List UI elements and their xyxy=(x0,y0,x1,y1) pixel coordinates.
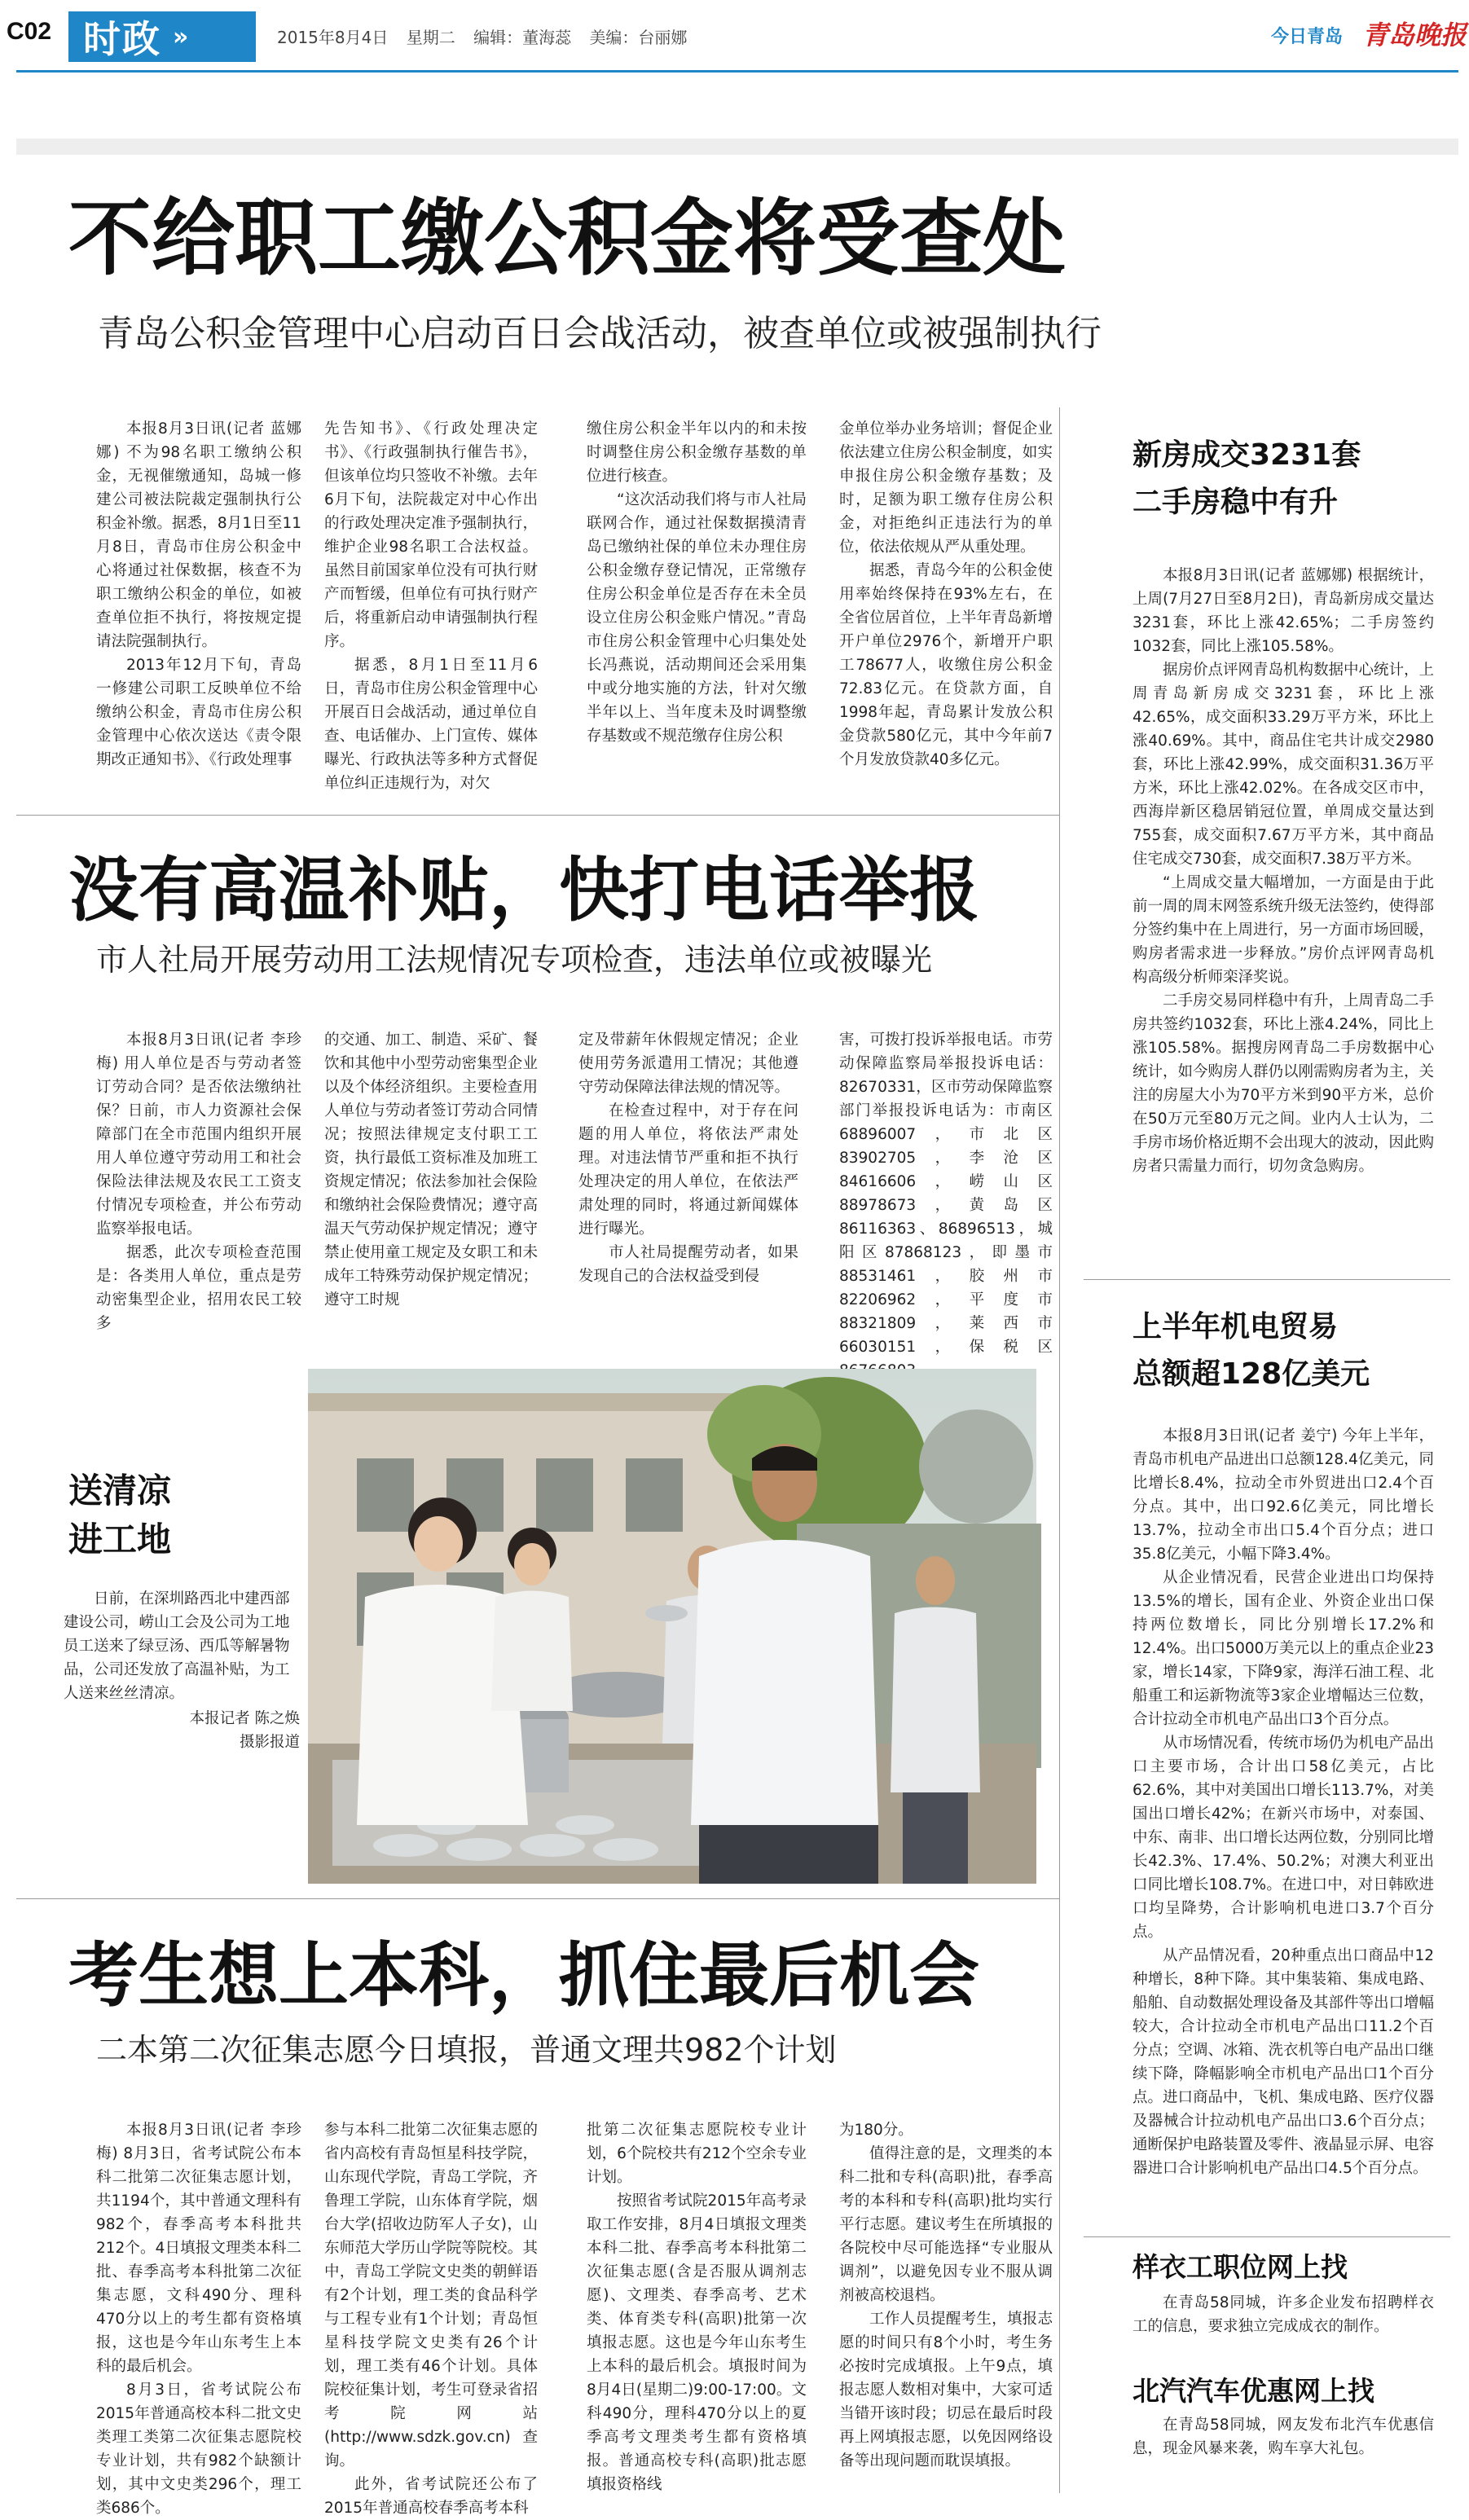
article-2-col-4 xyxy=(839,1028,1053,1362)
paragraph: 据悉，8月1日至11月6日，青岛市住房公积金管理中心开展百日会战活动，通过单位自查、电话催办、上门宣传、媒体曝光、行政执法等多种方式督促单位纠正违规行为，对欠 xyxy=(324,657,538,792)
decorative-band xyxy=(16,139,1458,155)
side-article-1-body xyxy=(1133,564,1434,1313)
news-photo-image xyxy=(308,1369,1036,1884)
editor-credit: 编辑：董海蕊 xyxy=(473,28,572,47)
paragraph: 据房价点评网青岛机构数据中心统计，上周青岛新房成交3231套，环比上涨42.65%，成交面积33.29万平方米，环比上涨40.69%。其中，商品住宅共计成交2980套，环比上涨42.99%，成交面积31.36万平方米，环比上涨42.02%。在各成交区市中，西海岸新区稳居销冠位置，单周成交量达到755套，成交面积7.67万平方米，其中商品住宅成交730套，成交面积7.38万平方米。 xyxy=(1133,662,1435,868)
article-1-subheadline: 青岛公积金管理中心启动百日会战活动，被查单位或被强制执行 xyxy=(98,313,1102,354)
news-photo xyxy=(308,1369,1036,1884)
paragraph: 本报8月3日讯(记者 李珍梅) 用人单位是否与劳动者签订劳动合同？是否依法缴纳社保？日前，市人力资源社会保障部门在全市范围内组织开展用人单位遵守劳动用工和社会保险法律法规及农民工工资支付情况专项检查，并公布劳动监察举报电话。 xyxy=(96,1031,301,1238)
column-tag: 今日青岛 xyxy=(1271,27,1344,47)
divider xyxy=(16,1898,1059,1899)
paragraph: 定及带薪年休假规定情况；企业使用劳务派遣用工情况；其他遵守劳动保障法律法规的情况等。 xyxy=(578,1031,798,1096)
credit-line: 摄影报道 xyxy=(239,1734,300,1751)
paragraph: 从产品情况看，20种重点出口商品中12种增长，8种下降。其中集装箱、集成电路、船舶、自动数据处理设备及其部件等出口增幅较大，合计拉动全市机电产品出口11.2个百分点；空调、冰箱、洗衣机等白电产品出口继续下降，降幅影响全市机电产品出口1个百分点。进口商品中，飞机、集成电路、医疗仪器及器械合计拉动机电产品出口3.6个百分点；通断保护电路装置及零件、液晶显示屏、电容器进口合计影响机电产品出口4.5个百分点。 xyxy=(1133,1947,1435,2177)
paragraph: 本报8月3日讯(记者 李珍梅) 8月3日，省考试院公布本科二批第二次征集志愿计划，共1194个，其中普通文理科有982个，春季高考本科批共212个。4日填报文理类本科二批、春季高考本科批第二次征集志愿，文科490分、理科470分以上的考生都有资格填报，这也是今年山东考生上本科的最后机会。 xyxy=(96,2122,301,2375)
headline-line: 上半年机电贸易 xyxy=(1133,1310,1339,1344)
paragraph: “这次活动我们将与市人社局联网合作，通过社保数据摸清青岛已缴纳社保的单位未办理住房公积金缴存登记情况，正常缴存住房公积金单位是否存在未全员设立住房公积金账户情况。”青岛市住房公积金管理中心归集处处长冯燕说，活动期间还会采用集中或分地实施的方法，针对欠缴半年以上、当年度未及时调整缴存基数或不规范缴存住房公积 xyxy=(587,491,807,745)
article-3-col-4 xyxy=(839,2118,1053,2493)
side-article-4-body xyxy=(1133,2413,1434,2495)
divider xyxy=(16,815,1059,816)
side-article-2-headline xyxy=(1133,1304,1370,1398)
page-number: C02 xyxy=(7,18,52,45)
paragraph: 的交通、加工、制造、采矿、餐饮和其他中小型劳动密集型企业以及个体经济组织。主要检查用人单位与劳动者签订劳动合同情况；按照法律规定支付职工工资，执行最低工资标准及加班工资规定情况；依法参加社会保险和缴纳社会保险费情况；遵守高温天气劳动保护规定情况；遵守禁止使用童工规定及女职工和未成年工特殊劳动保护规定情况；遵守工时规 xyxy=(324,1031,538,1308)
paragraph: 本报8月3日讯(记者 姜宁) 今年上半年，青岛市机电产品进出口总额128.4亿美元，同比增长8.4%，拉动全市外贸进出口2.4个百分点。其中，出口92.6亿美元，同比增长13.7%，拉动全市出口5.4个百分点；进口35.8亿美元，小幅下降3.4%。 xyxy=(1133,1427,1434,1563)
article-3-col-1 xyxy=(96,2118,301,2517)
column-divider xyxy=(1059,407,1060,2493)
paragraph: 8月3日，省考试院公布2015年普通高校本科二批文史类理工类第二次征集志愿院校专业计划，共有982个缺额计划，其中文史类296个，理工类686个。 xyxy=(96,2381,301,2517)
photo-credit xyxy=(64,1707,300,1754)
paragraph: 害，可拨打投诉举报电话。市劳动保障监察局举报投诉电话：82670331，区市劳动保障监察部门举报投诉电话为：市南区68896007，市北区83902705，李沧区84616606，崂山区88978673，黄岛区86116363、86896513，城阳区87868123，即墨市88531461，胶州市82206962，平度市88321809，莱西市66030151，保税区 xyxy=(839,1031,1053,1356)
paragraph: 据悉，此次专项检查范围是：各类用人单位，重点是劳动密集型企业，招用农民工较多 xyxy=(96,1244,301,1332)
side-article-3-body xyxy=(1133,2291,1434,2364)
paragraph: 在青岛58同城，许多企业发布招聘样衣工的信息，要求独立完成成衣的制作。 xyxy=(1133,2294,1434,2335)
side-article-3-headline: 样衣工职位网上找 xyxy=(1133,2251,1348,2283)
article-3-col-2 xyxy=(324,2118,538,2517)
paragraph: 二手房交易同样稳中有升，上周青岛二手房共签约1032套，环比上涨4.24%，同比上涨105.58%。据搜房网青岛二手房数据中心统计，如今购房人群仍以刚需购房者为主，关注的房屋大小为70平方米到90平方米，总价在50万元至80万元之间。业内人士认为，二手房市场价格近期不会出现大的波动，因此购房者只需量力而行，切勿贪急购房。 xyxy=(1133,992,1435,1175)
article-2-col-3 xyxy=(578,1028,798,1362)
article-2-col-1 xyxy=(96,1028,301,1362)
newspaper-logo: 青岛晚报 xyxy=(1362,20,1467,51)
paragraph: 从市场情况看，传统市场仍为机电产品出口主要市场，合计出口58亿美元，占比62.6%，其中对美国出口增长113.7%，对美国出口增长42%；在新兴市场中，对泰国、中东、南非、出口增长达两位数，分别同比增长42.3%、17.4%、50.2%；对澳大利亚出口同比增长108.7%。在进口中，对日韩欧进口均呈降势，合计影响机电进口3.7个百分点。 xyxy=(1133,1735,1435,1941)
article-2-subheadline: 市人社局开展劳动用工法规情况专项检查，违法单位或被曝光 xyxy=(96,942,933,978)
issue-weekday: 星期二 xyxy=(406,28,455,47)
header-rule xyxy=(16,70,1458,73)
article-3-col-3 xyxy=(587,2118,807,2493)
divider xyxy=(1084,2236,1450,2237)
paragraph: 从企业情况看，民营企业进出口均保持13.5%的增长，国有企业、外资企业出口保持两位数增长，同比分别增长17.2%和12.4%。出口5000万美元以上的重点企业23家，增长14家，下降9家，海洋石油工程、北船重工和运新物流等3家企业增幅达三位数，合计拉动全市机电产品出口3个百分点。 xyxy=(1133,1569,1434,1728)
divider xyxy=(1084,1279,1450,1280)
paragraph: 本报8月3日讯(记者 蓝娜娜) 根据统计，上周(7月27日至8月2日)，青岛新房成交量达3231套，环比上涨42.65%；二手房签约1032套，同比上涨105.58%。 xyxy=(1133,567,1434,655)
issue-date: 2015年8月4日 xyxy=(277,28,389,47)
issue-meta xyxy=(277,24,700,48)
paragraph: 在检查过程中，对于存在问题的用人单位，将依法严肃处理。对违法情节严重和拒不执行处理决定的用人单位，在依法严肃处理的同时，将通过新闻媒体进行曝光。 xyxy=(578,1102,798,1238)
photo-caption-title xyxy=(68,1467,171,1564)
paragraph: 工作人员提醒考生，填报志愿的时间只有8个小时，考生务必按时完成填报。上午9点，填报志愿人数相对集中，大家可适当错开该时段；切忌在最后时段再上网填报志愿，以免因网络设备等出现问题而耽误填报。 xyxy=(839,2311,1053,2469)
paragraph: 批第二次征集志愿院校专业计划，6个院校共有212个空余专业计划。 xyxy=(587,2122,807,2186)
article-2-headline: 没有高温补贴，快打电话举报 xyxy=(68,850,979,931)
caption-title-line: 进工地 xyxy=(68,1519,172,1559)
article-2-col-2 xyxy=(324,1028,538,1362)
paragraph: 按照省考试院2015年高考录取工作安排，8月4日填报文理类本科二批、春季高考本科批第二次征集志愿(含是否服从调剂志愿)、文理类、春季高考、艺术类、体育类专科(高职)批第一次填报志愿。这也是今年山东考生上本科的最后机会。填报时间为8月4日(星期二)9:00-17:00。文科490分，理科470分以上的夏季高考文理类考生都有资格填报。普通高校专科(高职)批志愿填报资格线 xyxy=(587,2192,807,2493)
paragraph: 先告知书》、《行政处理决定书》、《行政强制执行催告书》，但该单位均只签收不补缴。去年6月下旬，法院裁定对中心作出的行政处理决定准予强制执行，维护企业98名职工合法权益。虽然目前国家单位没有可执行财产而暂缓，但单位有可执行财产后，将重新启动申请强制执行程序。 xyxy=(324,420,538,650)
chevron-right-icon: » xyxy=(173,22,189,51)
article-1-col-1 xyxy=(96,417,301,800)
paragraph: 值得注意的是，文理类的本科二批和专科(高职)批，春季高考的本科和专科(高职)批均实行平行志愿。建议考生在所填报的各院校中尽可能选择“专业服从调剂”，以避免因专业不服从调剂被高校退档。 xyxy=(839,2145,1053,2304)
article-1-col-4 xyxy=(839,417,1053,800)
side-article-1-headline xyxy=(1133,432,1361,526)
paragraph: 缴住房公积金半年以内的和未按时调整住房公积金缴存基数的单位进行核查。 xyxy=(587,420,807,485)
caption-text: 日前，在深圳路西北中建西部建设公司，崂山工会及公司为工地员工送来了绿豆汤、西瓜等解暑物品，公司还发放了高温补贴，为工人送来丝丝清凉。 xyxy=(64,1590,290,1702)
paragraph: 市人社局提醒劳动者，如果发现自己的合法权益受到侵 xyxy=(578,1244,798,1285)
headline-line: 总额超128亿美元 xyxy=(1133,1357,1370,1391)
caption-title-line: 送清凉 xyxy=(68,1471,172,1511)
paragraph: 此外，省考试院还公布了2015年普通高校春季高考本科 xyxy=(324,2476,538,2517)
article-1-headline: 不给职工缴公积金将受查处 xyxy=(68,191,1066,288)
paragraph: 在青岛58同城，网友发布北汽车优惠信息，现金风暴来袭，购车享大礼包。 xyxy=(1133,2417,1434,2457)
paragraph: 参与本科二批第二次征集志愿的省内高校有青岛恒星科技学院，山东现代学院，青岛工学院，齐鲁理工学院，山东体育学院，烟台大学(招收边防军人子女)，山东师范大学历山学院等院校。其中，青岛工学院文史类的朝鲜语有2个计划，理工类的食品科学与工程专业有1个计划；青岛恒星科技学院文史类有26个计划，理工类有46个计划。具体院校征集计划，考生可登录省招考院网站(http://www.sdzk.gov.cn)查询。 xyxy=(324,2122,538,2469)
paragraph: 金单位举办业务培训；督促企业依法建立住房公积金制度，如实申报住房公积金缴存基数；及时，足额为职工缴存住房公积金，对拒绝纠正违法行为的单位，依法依规从严从重处理。 xyxy=(839,420,1053,556)
side-article-2-body xyxy=(1133,1424,1434,2245)
photo-caption xyxy=(64,1587,300,1754)
article-3-subheadline: 二本第二次征集志愿今日填报，普通文理共982个计划 xyxy=(96,2032,837,2068)
paragraph: 据悉，青岛今年的公积金使用率始终保持在93%左右，在全省位居首位，上半年青岛新增开户单位2976个，新增开户职工78677人，收缴住房公积金72.83亿元。在贷款方面，自1998年起，青岛累计发放公积金贷款580亿元，其中今年前7个月发放贷款40多亿元。 xyxy=(839,562,1053,768)
article-1-col-2 xyxy=(324,417,538,800)
designer-credit: 美编：台丽娜 xyxy=(589,28,688,47)
paragraph: 本报8月3日讯(记者 蓝娜娜) 不为98名职工缴纳公积金，无视催缴通知，岛城一修建公司被法院裁定强制执行公积金补缴。据悉，8月1日至11月8日，青岛市住房公积金中心将通过社保数据，核查不为职工缴纳公积金的单位，如被查单位拒不执行，将按规定提请法院强制执行。 xyxy=(96,420,301,650)
side-article-4-headline: 北汽汽车优惠网上找 xyxy=(1133,2375,1374,2407)
paragraph: 为180分。 xyxy=(839,2122,913,2139)
credit-line: 本报记者 陈之焕 xyxy=(189,1710,300,1727)
section-title: 时政 xyxy=(83,17,161,61)
article-1-col-3 xyxy=(587,417,807,800)
headline-line: 新房成交3231套 xyxy=(1133,438,1361,472)
article-3-headline: 考生想上本科，抓住最后机会 xyxy=(68,1935,979,2016)
paragraph: “上周成交量大幅增加，一方面是由于此前一周的周末网签系统升级无法签约，使得部分签约集中在上周进行，另一方面市场回暖，购房者需求进一步释放。”房价点评网青岛机构高级分析师栾泽奖说。 xyxy=(1133,874,1435,986)
section-banner xyxy=(68,11,256,62)
paragraph: 2013年12月下旬，青岛一修建公司职工反映单位不给缴纳公积金，青岛市住房公积金管理中心依次送达《责令限期改正通知书》、《行政处理事 xyxy=(96,657,301,768)
headline-line: 二手房稳中有升 xyxy=(1133,486,1339,519)
